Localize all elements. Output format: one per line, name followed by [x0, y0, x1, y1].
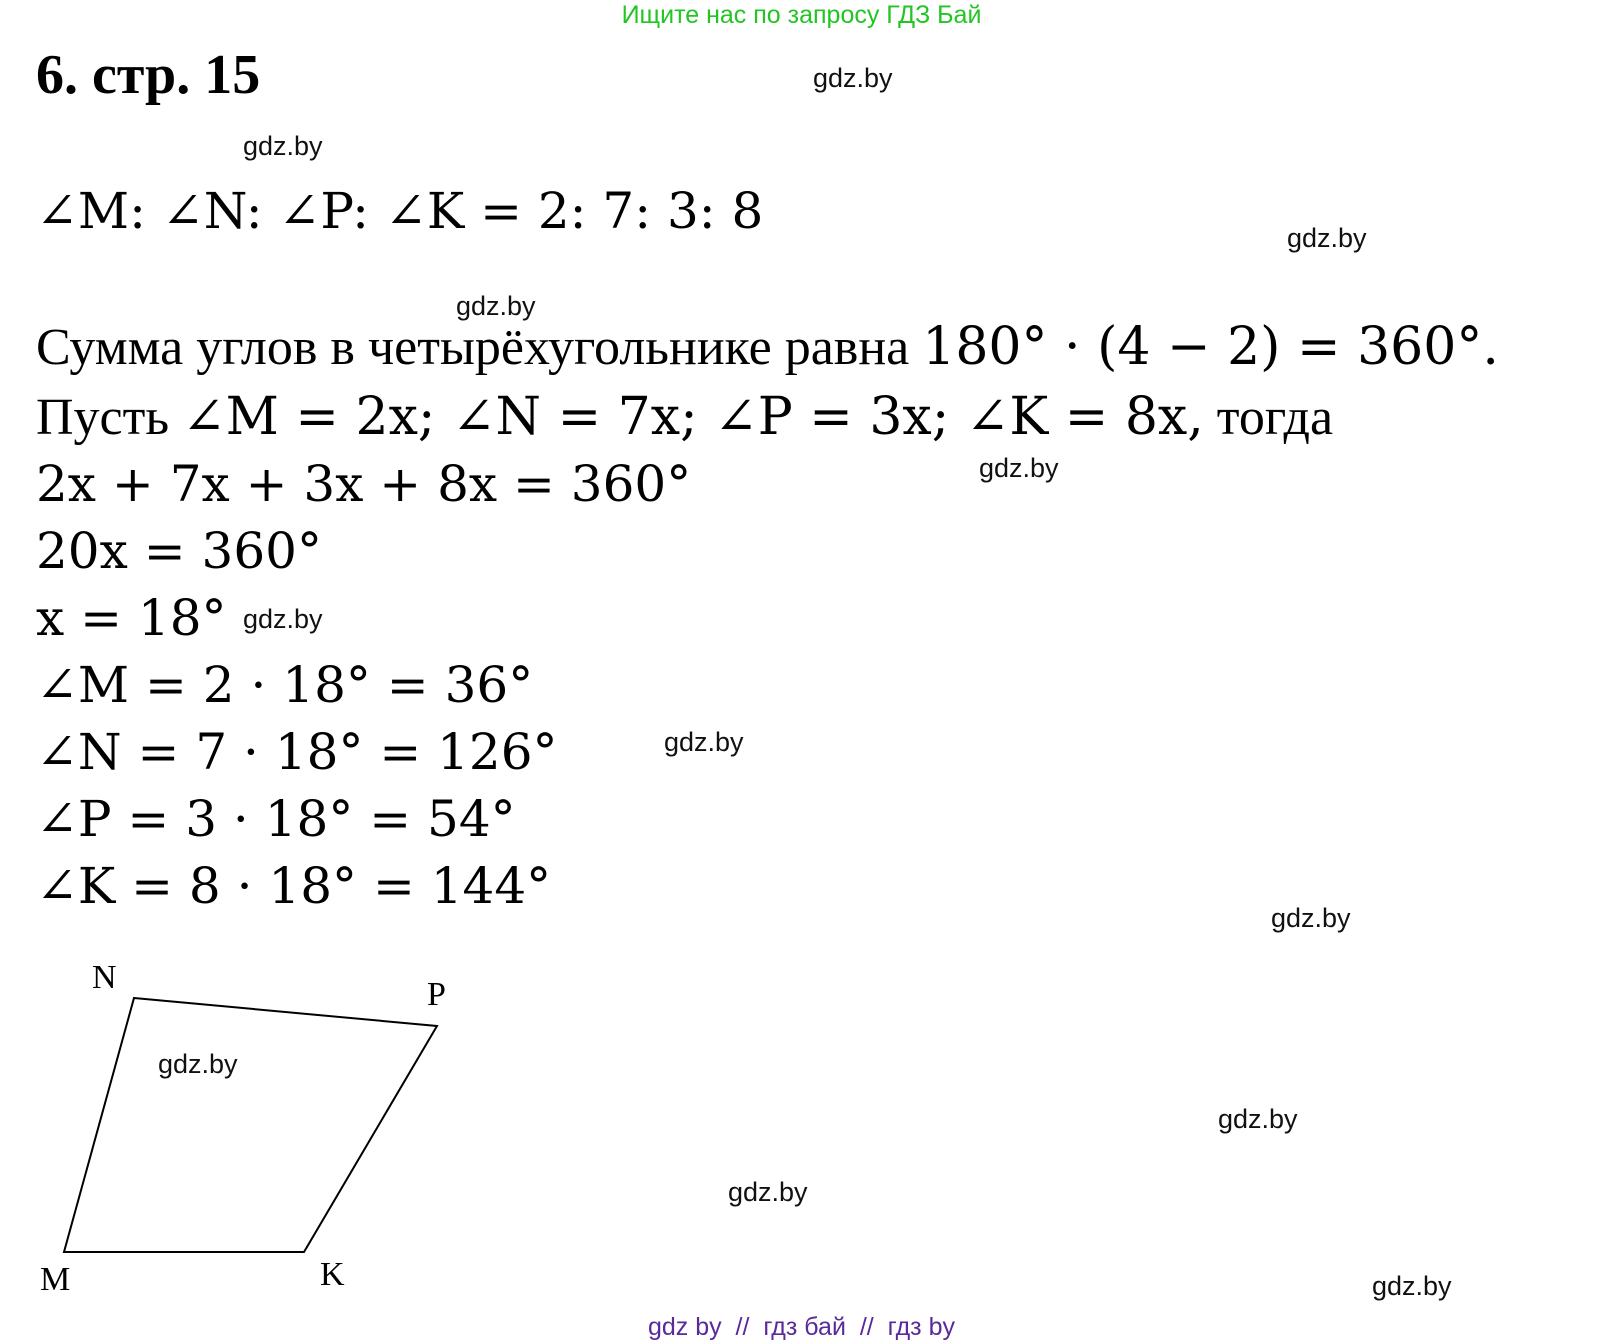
equation-3: x = 18°: [36, 589, 227, 647]
equation-2: 20x = 360°: [36, 522, 322, 580]
watermark: gdz.by: [728, 1177, 808, 1207]
let-line: [36, 386, 1333, 449]
vertex-label-n: N: [92, 959, 117, 996]
quadrilateral-figure: [30, 955, 490, 1295]
sum-formula: 180° · (4 − 2) = 360°.: [922, 317, 1499, 377]
then-text: тогда: [1216, 389, 1334, 446]
watermark: gdz.by: [243, 604, 323, 634]
footer-links[interactable]: gdz by // гдз бай // гдз by: [647, 1313, 955, 1341]
search-banner[interactable]: Ищите нас по запросу ГДЗ Бай: [621, 1, 982, 29]
watermark: gdz.by: [1218, 1104, 1298, 1134]
sum-of-angles-line: [36, 316, 1499, 379]
watermark: gdz.by: [243, 131, 323, 161]
let-formula: ∠M = 2x; ∠N = 7x; ∠P = 3x; ∠K = 8x,: [182, 387, 1204, 447]
angle-ratio: ∠M: ∠N: ∠P: ∠K = 2: 7: 3: 8: [36, 182, 764, 240]
let-text: Пусть: [36, 389, 170, 446]
angle-m-result: ∠M = 2 · 18° = 36°: [36, 656, 534, 714]
watermark: gdz.by: [979, 453, 1059, 483]
watermark: gdz.by: [813, 63, 893, 93]
watermark: gdz.by: [1287, 223, 1367, 253]
page-title: 6. стр. 15: [36, 44, 261, 106]
quadrilateral-shape: [64, 998, 437, 1252]
vertex-label-m: M: [40, 1261, 71, 1295]
watermark: gdz.by: [664, 727, 744, 757]
watermark: gdz.by: [1372, 1271, 1452, 1301]
watermark: gdz.by: [456, 291, 536, 321]
watermark: gdz.by: [158, 1049, 238, 1079]
vertex-label-k: K: [320, 1256, 345, 1293]
equation-1: 2x + 7x + 3x + 8x = 360°: [36, 455, 692, 513]
watermark: gdz.by: [1271, 903, 1351, 933]
angle-n-result: ∠N = 7 · 18° = 126°: [36, 723, 558, 781]
vertex-label-p: P: [427, 976, 446, 1013]
angle-p-result: ∠P = 3 · 18° = 54°: [36, 790, 516, 848]
sum-text: Сумма углов в четырёхугольнике равна: [36, 319, 910, 376]
angle-k-result: ∠K = 8 · 18° = 144°: [36, 857, 552, 915]
